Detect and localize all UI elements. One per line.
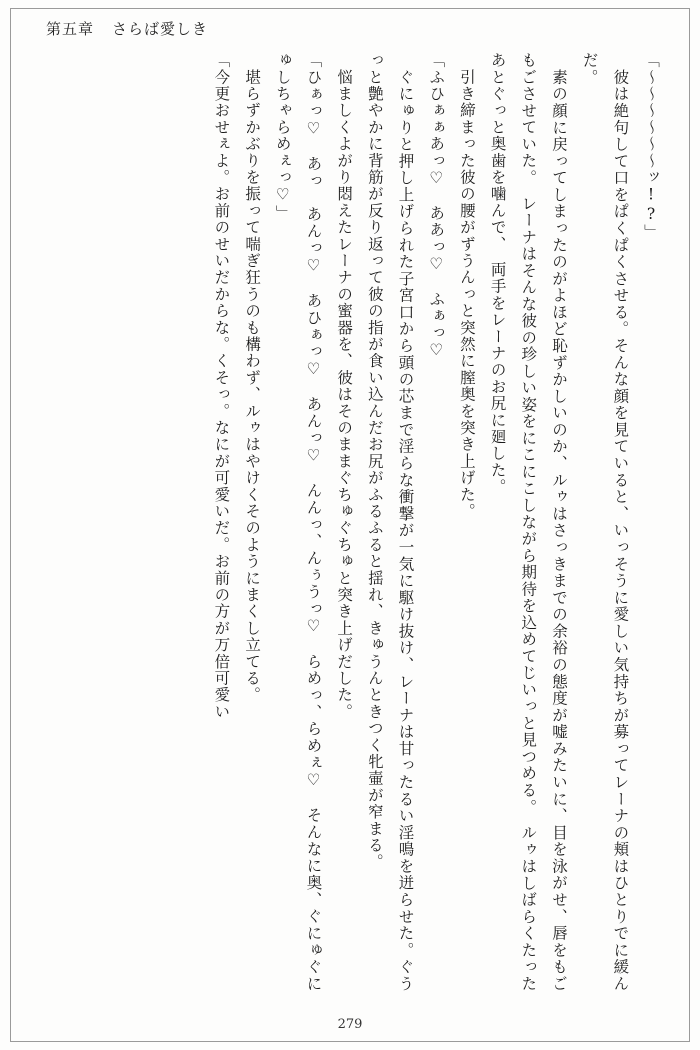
paragraph: ぐにゅりと押し上げられた子宮口から頭の芯まで淫らな衝撃が一気に駆け抜け、レーナは甘ったるい淫鳴を迸らせた。ぐうっと艶やかに背筋が反り返って彼の指が食い込んだお尻がふるふると揺れ、きゅうんときつく牝壷が窄まる。: [365, 52, 415, 992]
paragraph: 堪らずかぶりを振って喘ぎ狂うのも構わず、ルゥはやけくそのようにまくし立てる。: [243, 52, 262, 704]
page-number: 279: [337, 1017, 363, 1032]
body-text: [34, 52, 666, 992]
paragraph: 悩ましくよがり悶えたレーナの蜜器を、彼はそのままぐちゅぐちゅと突き上げだした。: [335, 52, 354, 720]
paragraph: 「ふひぁぁあっ♡ ああっ♡ ふぁっ♡: [427, 52, 446, 361]
chapter-header: [46, 18, 208, 39]
chapter-title: さらば愛しき: [112, 20, 209, 38]
chapter-number: 第五章: [46, 20, 95, 38]
paragraph: 「～～～～～～ッ!?」: [642, 52, 660, 241]
paragraph: 引き締まった彼の腰がずうんっと突然に膣奥を突き上げた。: [457, 52, 476, 520]
paragraph: 彼は絶句して口をぱくぱくさせる。そんな顔を見ていると、いっそうに愛しい気持ちが募ってレーナの頬はひとりでに緩んだ。: [580, 52, 630, 992]
paragraph: 「今更おせぇよ。お前のせいだからな。くそっ。なにが可愛いだ。お前の方が万倍可愛い: [212, 52, 231, 720]
paragraph: 素の顔に戻ってしまったのがよほど恥ずかしいのか、ルゥはさっきまでの余裕の態度が嘘みたいに、目を泳がせ、唇をもごもごさせていた。 レーナはそんな彼の珍しい姿をにこにこしながら期待を込めてじいっと見つめる。 ルゥはしばらくたったあとぐっと奥歯を噛んで、 両手をレーナのお尻に廻した。: [488, 52, 568, 992]
paragraph: 「ひぁっ♡ あっ あんっ♡ あひぁっ♡ あんっ♡ んんっ、んぅうっ♡ らめっ、らめぇ♡ そんなに奥、ぐにゅぐにゅしちゃらめぇっ♡」: [273, 52, 323, 992]
